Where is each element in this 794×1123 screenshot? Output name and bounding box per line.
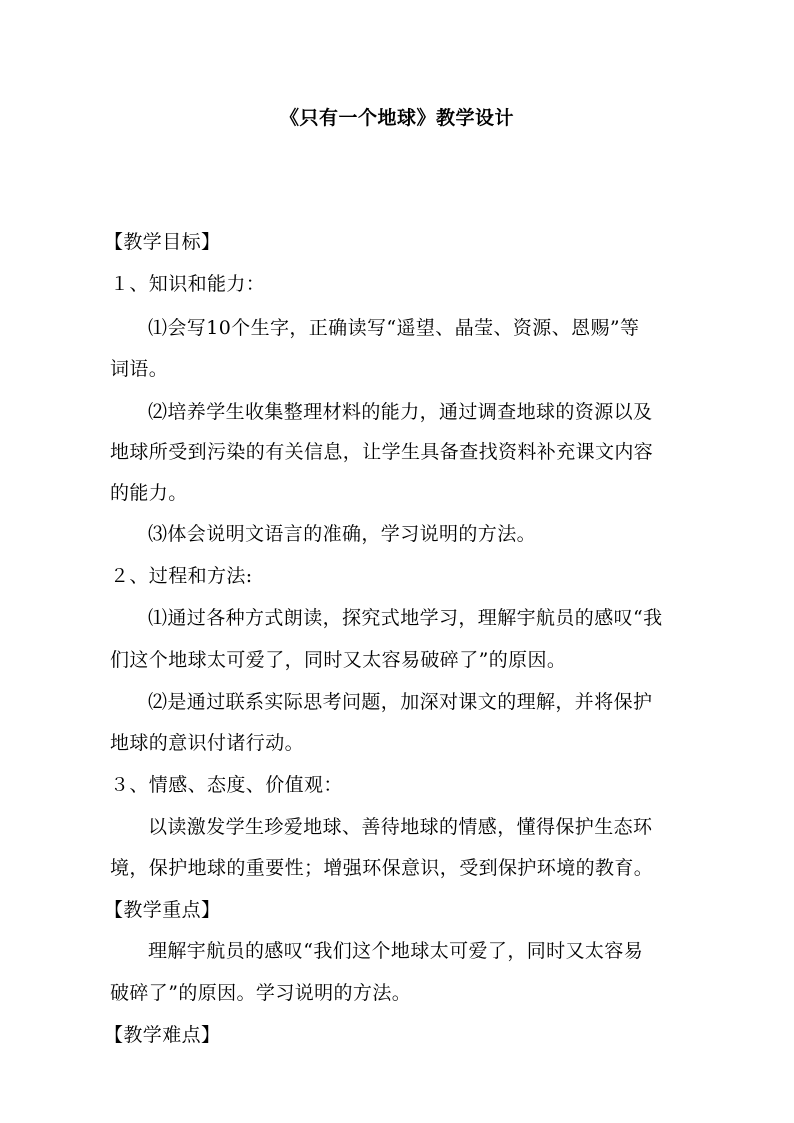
objective-2-heading: ２、过程和方法:	[110, 565, 253, 587]
paragraph-line: 地球的意识付诸行动。	[110, 732, 305, 754]
paragraph-line: ⑶体会说明文语言的准确，学习说明的方法。	[148, 523, 537, 545]
objective-1-heading: １、知识和能力：	[110, 273, 266, 295]
paragraph-line: ⑴会写10个生字，正确读写“遥望、晶莹、资源、恩赐”等	[148, 317, 640, 339]
paragraph-line: ⑵培养学生收集整理材料的能力，通过调查地球的资源以及	[148, 401, 653, 423]
paragraph-line: ⑵是通过联系实际思考问题，加深对课文的理解，并将保护	[148, 691, 653, 713]
objective-3-heading: ３、情感、态度、价值观：	[110, 774, 343, 796]
paragraph-line: 词语。	[110, 358, 169, 380]
paragraph-line: ⑴通过各种方式朗读，探究式地学习，理解宇航员的感叹“我	[148, 607, 663, 629]
paragraph-line: 破碎了”的原因。学习说明的方法。	[110, 982, 412, 1004]
paragraph-line: 们这个地球太可爱了，同时又太容易破碎了”的原因。	[110, 649, 567, 671]
paragraph-line: 地球所受到污染的有关信息，让学生具备查找资料补充课文内容	[110, 441, 654, 463]
paragraph-line: 以读激发学生珍爱地球、善待地球的情感，懂得保护生态环	[148, 816, 653, 838]
section-heading-key-points: 【教学重点】	[104, 899, 221, 921]
section-heading-difficulties: 【教学难点】	[104, 1024, 221, 1046]
paragraph-line: 的能力。	[110, 482, 188, 504]
section-heading-objectives: 【教学目标】	[104, 231, 221, 253]
document-title: 《只有一个地球》教学设计	[279, 107, 514, 129]
paragraph-line: 境，保护地球的重要性；增强环保意识，受到保护环境的教育。	[110, 857, 654, 879]
paragraph-line: 理解宇航员的感叹“我们这个地球太可爱了，同时又太容易	[148, 940, 644, 962]
